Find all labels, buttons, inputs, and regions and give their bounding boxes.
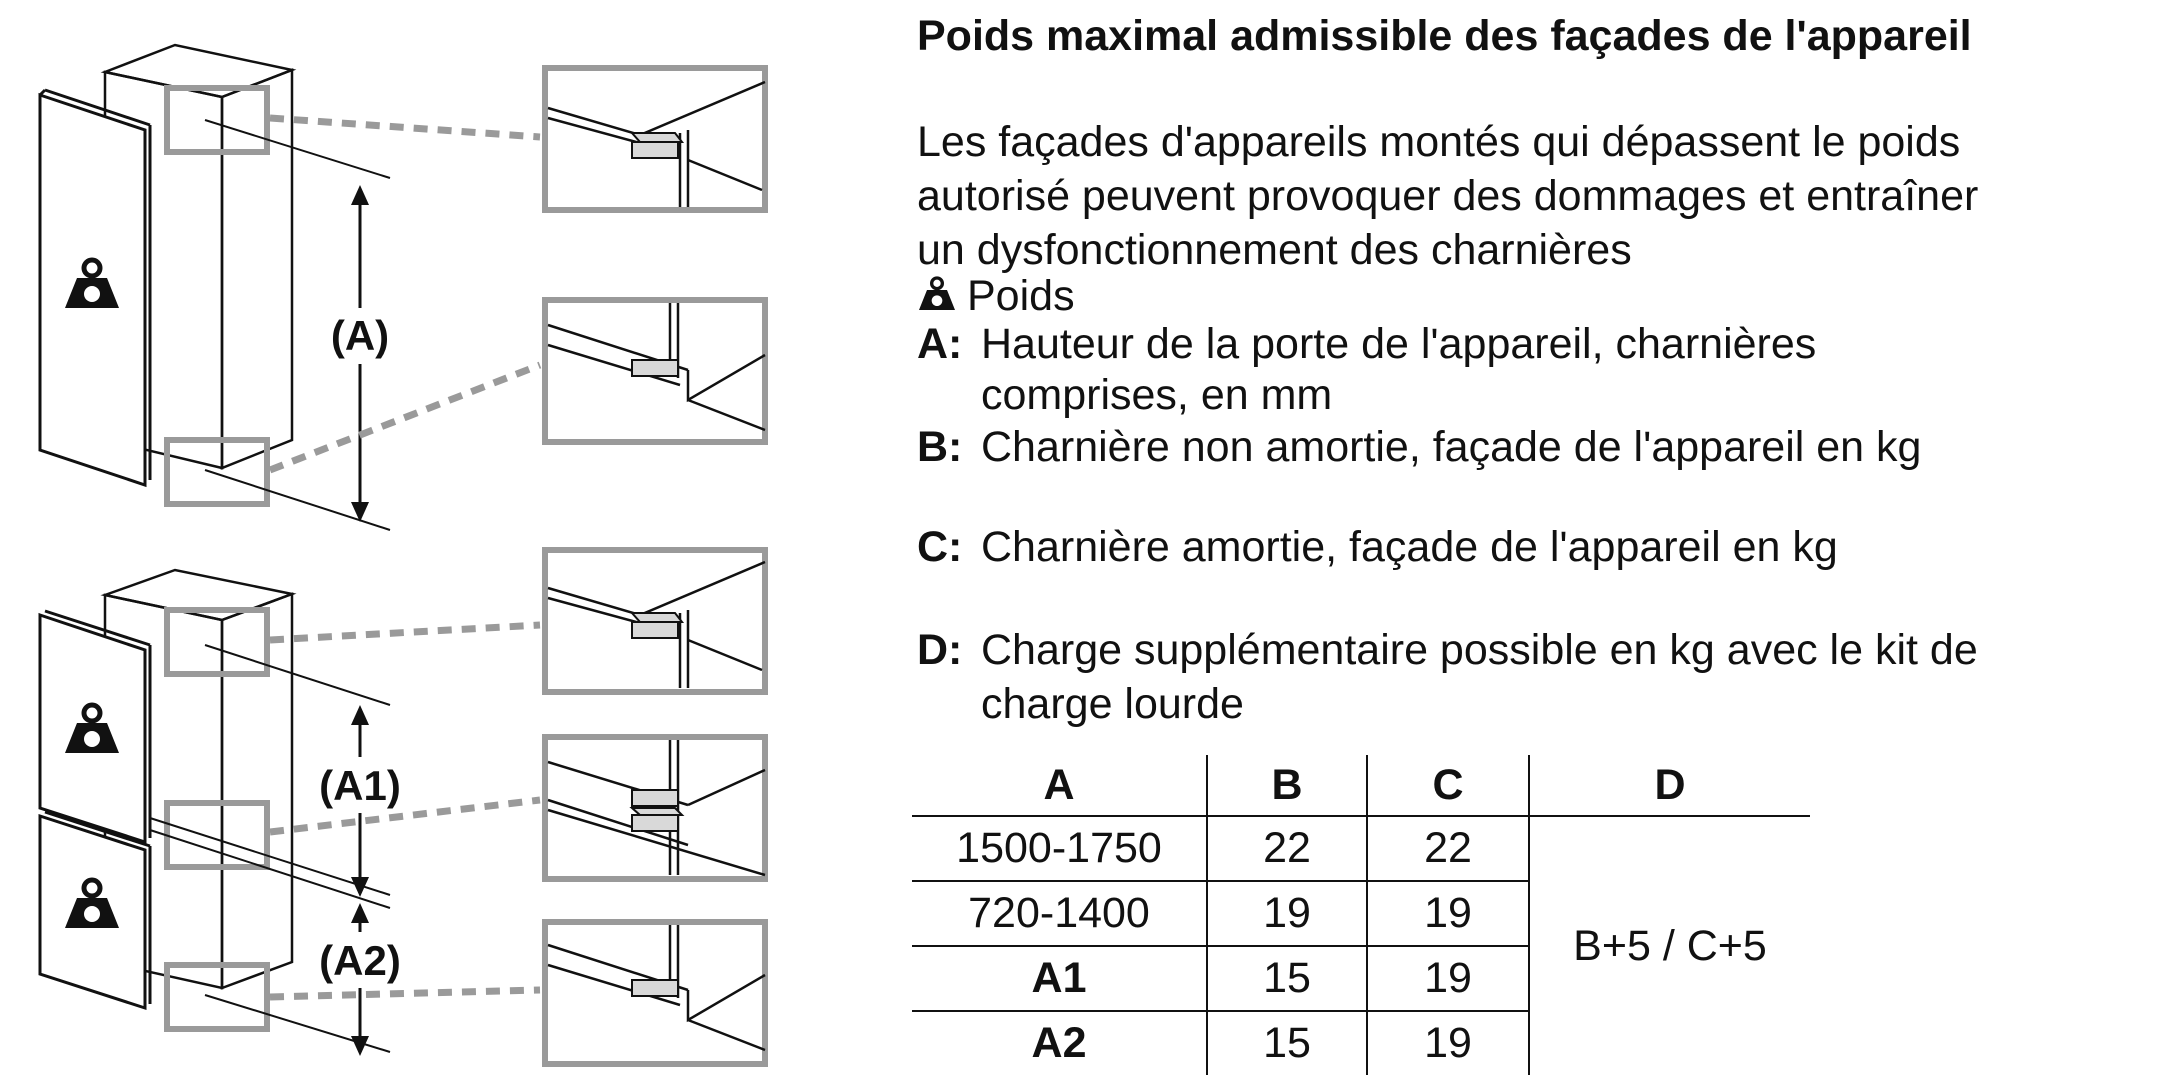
legend-d-label: D: [917, 626, 963, 674]
hinge-highlight-bottom [167, 440, 267, 504]
label-a2: (A2) [319, 937, 401, 984]
table-cell-c: 22 [1367, 816, 1529, 881]
fridge-installation-diagram [0, 0, 900, 1080]
detail-box-2 [545, 300, 765, 442]
legend-c-text: Charnière amortie, façade de l'appareil en kg [981, 523, 1838, 571]
detail-box-5 [545, 922, 765, 1064]
legend-b-label: B: [917, 423, 963, 471]
intro-line-2: autorisé peuvent provoquer des dommages et entraîner [917, 172, 1979, 220]
table-header-b: B [1207, 755, 1367, 816]
intro-line-1: Les façades d'appareils montés qui dépassent le poids [917, 118, 1961, 166]
legend-d [917, 623, 1978, 677]
table-cell-c: 19 [1367, 1011, 1529, 1075]
legend-c [917, 520, 1838, 574]
detail-box-4 [545, 737, 765, 879]
legend-a-text-1: Hauteur de la porte de l'appareil, charnières [981, 320, 1817, 368]
label-a: (A) [330, 312, 390, 359]
legend-b [917, 420, 1921, 474]
table-cell-a: A1 [912, 946, 1207, 1011]
legend-b-text: Charnière non amortie, façade de l'appareil en kg [981, 423, 1922, 471]
table-cell-b: 22 [1207, 816, 1367, 881]
hinge-highlight-top [167, 88, 267, 152]
table-header-a: A [912, 755, 1207, 816]
table-cell-a: 720-1400 [912, 881, 1207, 946]
table-row [912, 816, 1810, 881]
table-header-row [912, 755, 1810, 816]
table-cell-a: A2 [1031, 1019, 1087, 1067]
table-cell-b: 15 [1207, 946, 1367, 1011]
detail-box-3 [545, 550, 765, 692]
table-cell-b: 19 [1207, 881, 1367, 946]
legend-weight [917, 269, 1075, 323]
table-cell-b: 15 [1207, 1011, 1367, 1075]
weight-icon [917, 272, 957, 316]
label-a1: (A1) [319, 762, 401, 809]
table-cell-c: 19 [1367, 946, 1529, 1011]
table-cell-a: 1500-1750 [912, 816, 1207, 881]
intro-line-3: un dysfonctionnement des charnières [917, 226, 1632, 274]
door-panel-lower [40, 812, 150, 1008]
legend-a-text-2: comprises, en mm [981, 371, 1333, 419]
table-header-c: C [1367, 755, 1529, 816]
page-title: Poids maximal admissible des façades de l'appareil [917, 12, 1972, 60]
table-cell-d: B+5 / C+5 [1529, 816, 1810, 1075]
table-cell-c: 19 [1367, 881, 1529, 946]
hinge-highlight-lower [167, 965, 267, 1029]
hinge-highlight-middle [167, 803, 267, 867]
legend-a [917, 317, 1816, 371]
legend-c-label: C: [917, 523, 963, 571]
legend-a-label: A: [917, 320, 963, 368]
table-header-d: D [1529, 755, 1810, 816]
door-panel-upper [40, 611, 150, 842]
legend-d-text-1: Charge supplémentaire possible en kg avec le kit de [981, 626, 1978, 674]
legend-weight-text: Poids [967, 272, 1075, 320]
weight-table [912, 755, 1810, 1075]
legend-d-text-2: charge lourde [981, 680, 1244, 728]
door-panel-single [40, 90, 150, 485]
detail-box-1 [545, 68, 765, 210]
